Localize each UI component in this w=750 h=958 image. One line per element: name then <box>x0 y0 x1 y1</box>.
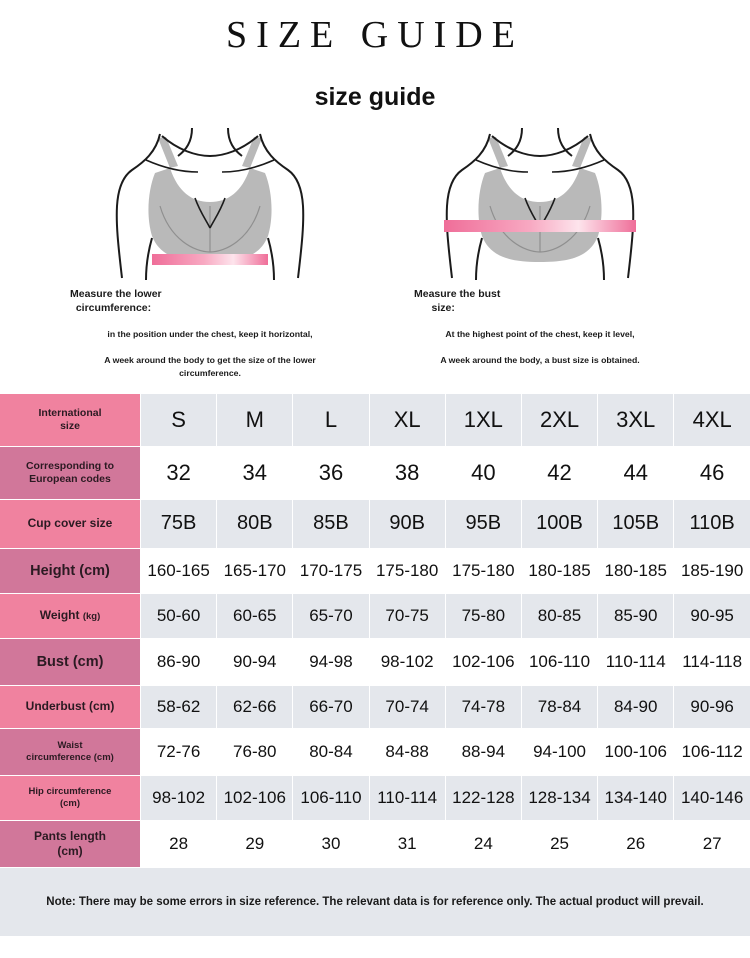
row-label-height: Height (cm) <box>0 548 141 593</box>
bust-caption-line1: At the highest point of the chest, keep it level, <box>445 329 635 340</box>
row-label-line1: Waist <box>57 739 83 751</box>
footer-note: Note: There may be some errors in size reference. The relevant data is for reference only. The actual product will prevail. <box>0 868 750 936</box>
bust-caption-heading-line2: size: <box>431 302 455 315</box>
cell-waist-1: 76-80 <box>217 728 293 775</box>
underbust-caption-line2: A week around the body to get the size of the lower <box>104 354 316 365</box>
table-row-underbust <box>0 685 750 728</box>
table-row-european-codes <box>0 446 750 499</box>
cell-hip-1: 102-106 <box>217 775 293 820</box>
cell-international-size-7: 4XL <box>674 394 750 447</box>
cell-hip-7: 140-146 <box>674 775 750 820</box>
bust-band <box>444 220 636 232</box>
cell-european-codes-6: 44 <box>598 446 674 499</box>
illustration-row <box>0 128 750 379</box>
cell-european-codes-0: 32 <box>141 446 217 499</box>
table-row-pants-length <box>0 820 750 867</box>
cell-height-5: 180-185 <box>521 548 597 593</box>
cell-bust-7: 114-118 <box>674 638 750 685</box>
row-label-line1: Corresponding to <box>25 459 115 472</box>
illustration-bust <box>375 128 705 379</box>
bust-caption-line2: A week around the body, a bust size is obtained. <box>440 354 640 365</box>
illustration-underbust <box>45 128 375 379</box>
bust-caption-heading-line1: Measure the bust <box>414 288 501 300</box>
bust-caption <box>390 287 690 366</box>
cell-weight-3: 70-75 <box>369 593 445 638</box>
cell-height-1: 165-170 <box>217 548 293 593</box>
cell-international-size-3: XL <box>369 394 445 447</box>
cell-international-size-0: S <box>141 394 217 447</box>
table-row-cup-cover-size <box>0 499 750 548</box>
row-label-line1: International <box>38 406 102 419</box>
cell-bust-1: 90-94 <box>217 638 293 685</box>
row-label-line2: (cm) <box>59 797 81 809</box>
cell-bust-2: 94-98 <box>293 638 369 685</box>
row-label-pants-length <box>0 820 141 867</box>
row-label-bust: Bust (cm) <box>0 638 141 685</box>
underbust-caption <box>60 287 360 379</box>
cell-weight-7: 90-95 <box>674 593 750 638</box>
cell-hip-2: 106-110 <box>293 775 369 820</box>
row-label-line2: circumference (cm) <box>26 751 114 763</box>
cell-underbust-6: 84-90 <box>598 685 674 728</box>
cell-waist-7: 106-112 <box>674 728 750 775</box>
cell-cup-cover-size-4: 95B <box>445 499 521 548</box>
cell-bust-0: 86-90 <box>141 638 217 685</box>
row-label-line2: European codes <box>29 472 111 485</box>
row-label-european-codes <box>0 446 141 499</box>
cell-pants-length-3: 31 <box>369 820 445 867</box>
cell-underbust-7: 90-96 <box>674 685 750 728</box>
cell-hip-0: 98-102 <box>141 775 217 820</box>
table-row-weight <box>0 593 750 638</box>
row-label-line2: size <box>60 419 80 432</box>
cell-underbust-4: 74-78 <box>445 685 521 728</box>
cell-pants-length-2: 30 <box>293 820 369 867</box>
row-label-weight-main: Weight <box>39 608 80 623</box>
cell-cup-cover-size-7: 110B <box>674 499 750 548</box>
cell-weight-1: 60-65 <box>217 593 293 638</box>
cell-pants-length-4: 24 <box>445 820 521 867</box>
page-subtitle: size guide <box>314 83 436 111</box>
underbust-caption-line3: circumference. <box>179 367 241 378</box>
underbust-caption-line1: in the position under the chest, keep it horizontal, <box>107 329 313 340</box>
row-label-line1: Pants length <box>33 828 106 843</box>
cell-international-size-4: 1XL <box>445 394 521 447</box>
cell-waist-0: 72-76 <box>141 728 217 775</box>
table-row-international-size <box>0 394 750 447</box>
cell-european-codes-7: 46 <box>674 446 750 499</box>
cell-weight-4: 75-80 <box>445 593 521 638</box>
cell-cup-cover-size-3: 90B <box>369 499 445 548</box>
underbust-band <box>152 254 268 265</box>
cell-european-codes-5: 42 <box>521 446 597 499</box>
cell-bust-4: 102-106 <box>445 638 521 685</box>
cell-weight-5: 80-85 <box>521 593 597 638</box>
table-row-waist-circumference <box>0 728 750 775</box>
cell-cup-cover-size-1: 80B <box>217 499 293 548</box>
cell-height-0: 160-165 <box>141 548 217 593</box>
cell-waist-6: 100-106 <box>598 728 674 775</box>
cell-underbust-0: 58-62 <box>141 685 217 728</box>
cell-height-2: 170-175 <box>293 548 369 593</box>
cell-weight-2: 65-70 <box>293 593 369 638</box>
cell-weight-6: 85-90 <box>598 593 674 638</box>
cell-bust-5: 106-110 <box>521 638 597 685</box>
cell-european-codes-1: 34 <box>217 446 293 499</box>
cell-underbust-3: 70-74 <box>369 685 445 728</box>
cell-pants-length-0: 28 <box>141 820 217 867</box>
cell-european-codes-4: 40 <box>445 446 521 499</box>
cell-pants-length-1: 29 <box>217 820 293 867</box>
cell-height-6: 180-185 <box>598 548 674 593</box>
underbust-caption-heading-line2: circumference: <box>75 302 152 315</box>
cell-pants-length-5: 25 <box>521 820 597 867</box>
cell-european-codes-3: 38 <box>369 446 445 499</box>
size-chart-table <box>0 394 750 868</box>
table-row-bust <box>0 638 750 685</box>
cell-pants-length-7: 27 <box>674 820 750 867</box>
table-row-height <box>0 548 750 593</box>
row-label-line2: (cm) <box>57 843 83 858</box>
cell-height-4: 175-180 <box>445 548 521 593</box>
bust-measure-figure <box>430 128 650 283</box>
cell-waist-3: 84-88 <box>369 728 445 775</box>
row-label-international-size <box>0 394 141 447</box>
cell-waist-4: 88-94 <box>445 728 521 775</box>
table-row-hip-circumference <box>0 775 750 820</box>
row-label-weight-unit: (kg) <box>82 611 101 623</box>
row-label-hip-circumference <box>0 775 141 820</box>
cell-pants-length-6: 26 <box>598 820 674 867</box>
row-label-underbust: Underbust (cm) <box>0 685 141 728</box>
row-label-weight <box>0 593 141 638</box>
cell-bust-3: 98-102 <box>369 638 445 685</box>
row-label-cup-cover-size: Cup cover size <box>0 499 141 548</box>
cell-hip-4: 122-128 <box>445 775 521 820</box>
cell-european-codes-2: 36 <box>293 446 369 499</box>
cell-underbust-5: 78-84 <box>521 685 597 728</box>
row-label-waist-circumference <box>0 728 141 775</box>
cell-weight-0: 50-60 <box>141 593 217 638</box>
cell-bust-6: 110-114 <box>598 638 674 685</box>
cell-hip-3: 110-114 <box>369 775 445 820</box>
cell-cup-cover-size-6: 105B <box>598 499 674 548</box>
page-title: SIZE GUIDE <box>226 14 524 56</box>
cell-international-size-6: 3XL <box>598 394 674 447</box>
row-label-line1: Hip circumference <box>28 785 112 797</box>
cell-underbust-2: 66-70 <box>293 685 369 728</box>
cell-international-size-2: L <box>293 394 369 447</box>
cell-height-3: 175-180 <box>369 548 445 593</box>
cell-cup-cover-size-0: 75B <box>141 499 217 548</box>
cell-international-size-5: 2XL <box>521 394 597 447</box>
cell-hip-6: 134-140 <box>598 775 674 820</box>
underbust-caption-heading-line1: Measure the lower <box>70 288 162 300</box>
cell-underbust-1: 62-66 <box>217 685 293 728</box>
cell-hip-5: 128-134 <box>521 775 597 820</box>
cell-waist-2: 80-84 <box>293 728 369 775</box>
cell-height-7: 185-190 <box>674 548 750 593</box>
cell-waist-5: 94-100 <box>521 728 597 775</box>
cell-international-size-1: M <box>217 394 293 447</box>
cell-cup-cover-size-5: 100B <box>521 499 597 548</box>
underbust-measure-figure <box>100 128 320 283</box>
cell-cup-cover-size-2: 85B <box>293 499 369 548</box>
